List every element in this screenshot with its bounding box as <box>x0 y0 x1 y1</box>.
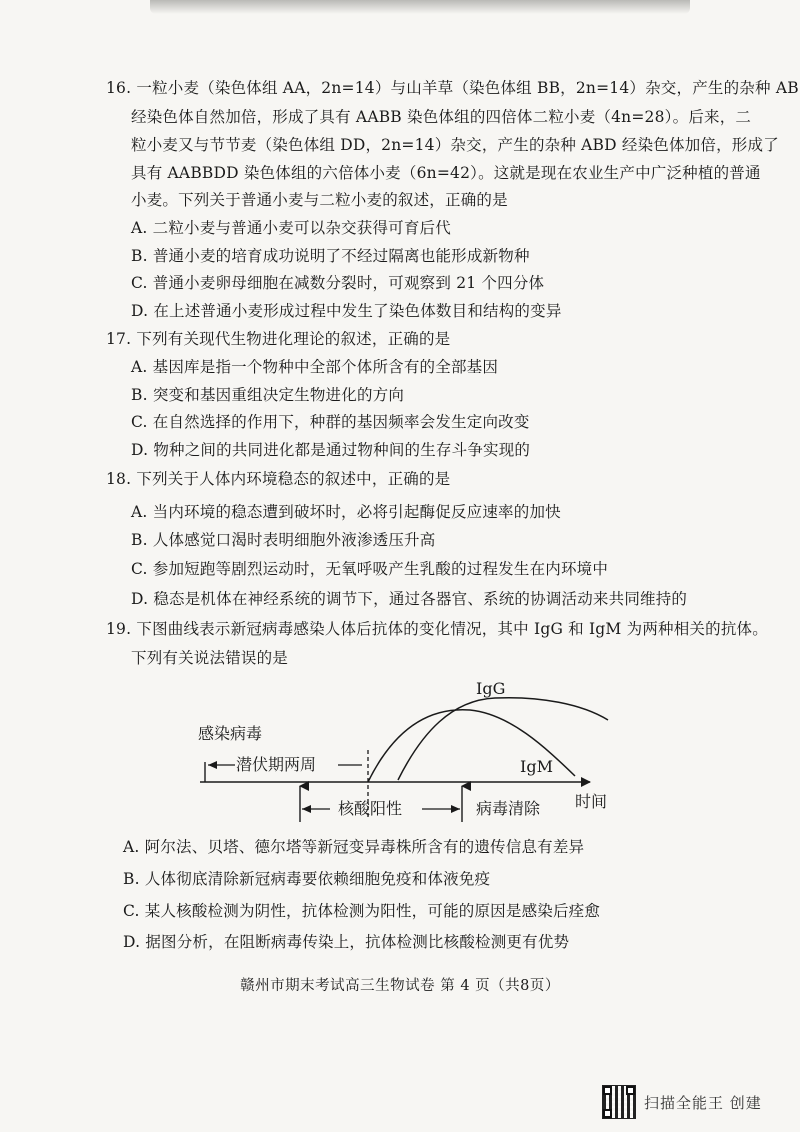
q17-option-b: B. 突变和基因重组决定生物进化的方向 <box>131 386 405 404</box>
q17-option-c: C. 在自然选择的作用下，种群的基因频率会发生定向改变 <box>131 413 530 431</box>
q19-option-d: D. 据图分析，在阻断病毒传染上，抗体检测比核酸检测更有优势 <box>123 933 570 951</box>
q18-stem: 18. 下列关于人体内环境稳态的叙述中，正确的是 <box>106 470 451 488</box>
q16-option-d: D. 在上述普通小麦形成过程中发生了染色体数目和结构的变异 <box>131 302 562 320</box>
antibody-figure <box>190 672 630 842</box>
q18-option-c: C. 参加短跑等剧烈运动时，无氧呼吸产生乳酸的过程发生在内环境中 <box>131 560 609 578</box>
q17-option-a: A. 基因库是指一个物种中全部个体所含有的全部基因 <box>131 358 499 376</box>
clear-label: 病毒清除 <box>476 799 541 818</box>
q16-option-a: A. 二粒小麦与普通小麦可以杂交获得可育后代 <box>131 219 451 237</box>
time-label: 时间 <box>575 792 608 811</box>
incubation-label: 潜伏期两周 <box>236 755 317 774</box>
q19-option-c: C. 某人核酸检测为阴性，抗体检测为阳性，可能的原因是感染后痊愈 <box>123 902 601 920</box>
igg-label: IgG <box>476 679 506 698</box>
scanner-text: 扫描全能王 创建 <box>644 1093 762 1112</box>
q16-option-c: C. 普通小麦卵母细胞在减数分裂时，可观察到 21 个四分体 <box>131 274 545 292</box>
q16-stem-line2: 经染色体自然加倍，形成了具有 AABB 染色体组的四倍体二粒小麦（4n=28）。后来，二 <box>131 108 752 126</box>
q18-option-b: B. 人体感觉口渴时表明细胞外液渗透压升高 <box>131 531 436 549</box>
q17-stem: 17. 下列有关现代生物进化理论的叙述，正确的是 <box>106 330 451 348</box>
nucleic-arrowhead-right <box>451 805 460 813</box>
q18-option-a: A. 当内环境的稳态遭到破坏时，必将引起酶促反应速率的加快 <box>131 503 561 521</box>
q19-stem-line2: 下列有关说法错误的是 <box>131 649 289 667</box>
q16-stem-line5: 小麦。下列关于普通小麦与二粒小麦的叙述，正确的是 <box>131 191 508 209</box>
infection-label: 感染病毒 <box>198 724 263 743</box>
scanner-watermark <box>602 1085 762 1119</box>
qr-code-icon <box>602 1085 636 1119</box>
page-footer: 赣州市期末考试高三生物试卷 第 4 页（共8页） <box>240 978 560 994</box>
q19-option-a: A. 阿尔法、贝塔、德尔塔等新冠变异毒株所含有的遗传信息有差异 <box>123 838 585 856</box>
nucleic-arrowhead-left <box>302 805 311 813</box>
q19-option-b: B. 人体彻底清除新冠病毒要依赖细胞免疫和体液免疫 <box>123 870 491 888</box>
q17-option-d: D. 物种之间的共同进化都是通过物种间的生存斗争实现的 <box>131 441 531 459</box>
q16-option-b: B. 普通小麦的培育成功说明了不经过隔离也能形成新物种 <box>131 247 530 265</box>
q16-stem-line3: 粒小麦又与节节麦（染色体组 DD，2n=14）杂交，产生的杂种 ABD 经染色体加倍，形成了 <box>131 136 779 154</box>
q19-stem-line1: 19. 下图曲线表示新冠病毒感染人体后抗体的变化情况，其中 IgG 和 IgM 为两种相关的抗体。 <box>106 620 768 638</box>
q16-stem-line1: 16. 一粒小麦（染色体组 AA，2n=14）与山羊草（染色体组 BB，2n=14）杂交，产生的杂种 AB <box>106 79 799 97</box>
q18-option-d: D. 稳态是机体在神经系统的调节下，通过各器官、系统的协调活动来共同维持的 <box>131 590 688 608</box>
antibody-figure-svg <box>190 672 630 842</box>
nucleic-label: 核酸阳性 <box>338 799 403 818</box>
q16-stem-line4: 具有 AABBDD 染色体组的六倍体小麦（6n=42）。这就是现在农业生产中广泛种植的普通 <box>131 164 761 182</box>
incubation-arrowhead-left <box>208 761 217 769</box>
igg-curve <box>398 698 608 780</box>
igm-label: IgM <box>520 757 553 776</box>
